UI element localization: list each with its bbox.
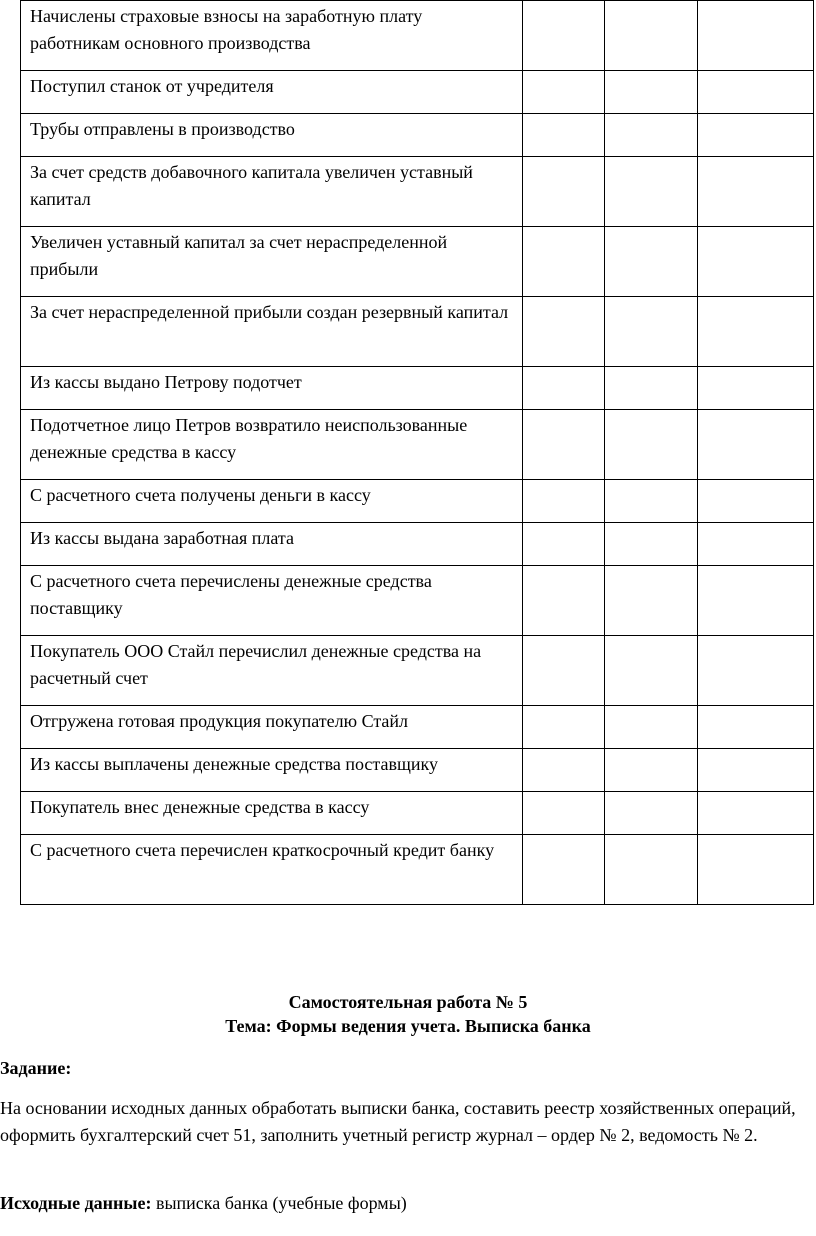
empty-cell [605,523,698,566]
operation-description: С расчетного счета перечислены денежные средства поставщику [21,566,523,636]
empty-cell [698,566,814,636]
empty-cell [605,157,698,227]
empty-cell [523,792,605,835]
operation-description: Отгружена готовая продукция покупателю Стайл [21,706,523,749]
empty-cell [605,410,698,480]
empty-cell [698,523,814,566]
operation-description: Поступил станок от учредителя [21,71,523,114]
table-row [21,157,814,227]
empty-cell [698,835,814,905]
table-row [21,749,814,792]
empty-cell [523,367,605,410]
table-row [21,792,814,835]
empty-cell [605,114,698,157]
table-row [21,227,814,297]
operation-description: Подотчетное лицо Петров возвратило неиспользованные денежные средства в кассу [21,410,523,480]
empty-cell [605,792,698,835]
empty-cell [698,636,814,706]
empty-cell [698,71,814,114]
operation-description: С расчетного счета получены деньги в кассу [21,480,523,523]
source-line [0,1190,800,1217]
empty-cell [523,480,605,523]
empty-cell [698,114,814,157]
operation-description: Трубы отправлены в производство [21,114,523,157]
empty-cell [605,636,698,706]
empty-cell [698,367,814,410]
operations-table [20,0,814,905]
operations-table-body [21,1,814,905]
operation-description: С расчетного счета перечислен краткосрочный кредит банку [21,835,523,905]
empty-cell [698,480,814,523]
table-row [21,114,814,157]
empty-cell [523,410,605,480]
empty-cell [523,1,605,71]
empty-cell [605,835,698,905]
empty-cell [698,749,814,792]
empty-cell [523,523,605,566]
empty-cell [698,410,814,480]
operation-description: Из кассы выдано Петрову подотчет [21,367,523,410]
table-row [21,523,814,566]
empty-cell [605,749,698,792]
operation-description: За счет средств добавочного капитала увеличен уставный капитал [21,157,523,227]
empty-cell [523,749,605,792]
source-label: Исходные данные: [0,1193,152,1213]
empty-cell [698,792,814,835]
empty-cell [523,71,605,114]
table-row [21,636,814,706]
empty-cell [698,706,814,749]
operation-description: Из кассы выдана заработная плата [21,523,523,566]
table-row [21,566,814,636]
table-row [21,480,814,523]
operation-description: Начислены страховые взносы на заработную плату работникам основного производства [21,1,523,71]
table-row [21,297,814,367]
operation-description: Покупатель внес денежные средства в кассу [21,792,523,835]
work-topic: Тема: Формы ведения учета. Выписка банка [225,1016,591,1036]
empty-cell [523,566,605,636]
empty-cell [698,227,814,297]
empty-cell [523,114,605,157]
empty-cell [698,157,814,227]
table-row [21,367,814,410]
operation-description: Увеличен уставный капитал за счет нераспределенной прибыли [21,227,523,297]
operation-description: Покупатель ООО Стайл перечислил денежные средства на расчетный счет [21,636,523,706]
table-row [21,71,814,114]
empty-cell [605,367,698,410]
task-label: Задание: [0,1058,72,1078]
empty-cell [605,706,698,749]
table-row [21,410,814,480]
empty-cell [605,297,698,367]
operation-description: За счет нераспределенной прибыли создан резервный капитал [21,297,523,367]
empty-cell [605,227,698,297]
empty-cell [523,636,605,706]
empty-cell [523,297,605,367]
table-row [21,835,814,905]
task-text: На основании исходных данных обработать выписки банка, составить реестр хозяйственных операций, оформить бухгалтерский счет 51, заполнить учетный регистр журнал – ордер № 2, ведомость № 2. [0,1098,796,1145]
table-row [21,706,814,749]
operation-description: Из кассы выплачены денежные средства поставщику [21,749,523,792]
empty-cell [605,566,698,636]
work-title: Самостоятельная работа № 5 [288,992,528,1012]
empty-cell [523,227,605,297]
empty-cell [523,157,605,227]
table-row [21,1,814,71]
empty-cell [523,706,605,749]
empty-cell [698,297,814,367]
task-label-line [0,1055,800,1082]
empty-cell [605,480,698,523]
source-text: выписка банка (учебные формы) [151,1193,407,1213]
empty-cell [523,835,605,905]
empty-cell [698,1,814,71]
empty-cell [605,71,698,114]
empty-cell [605,1,698,71]
